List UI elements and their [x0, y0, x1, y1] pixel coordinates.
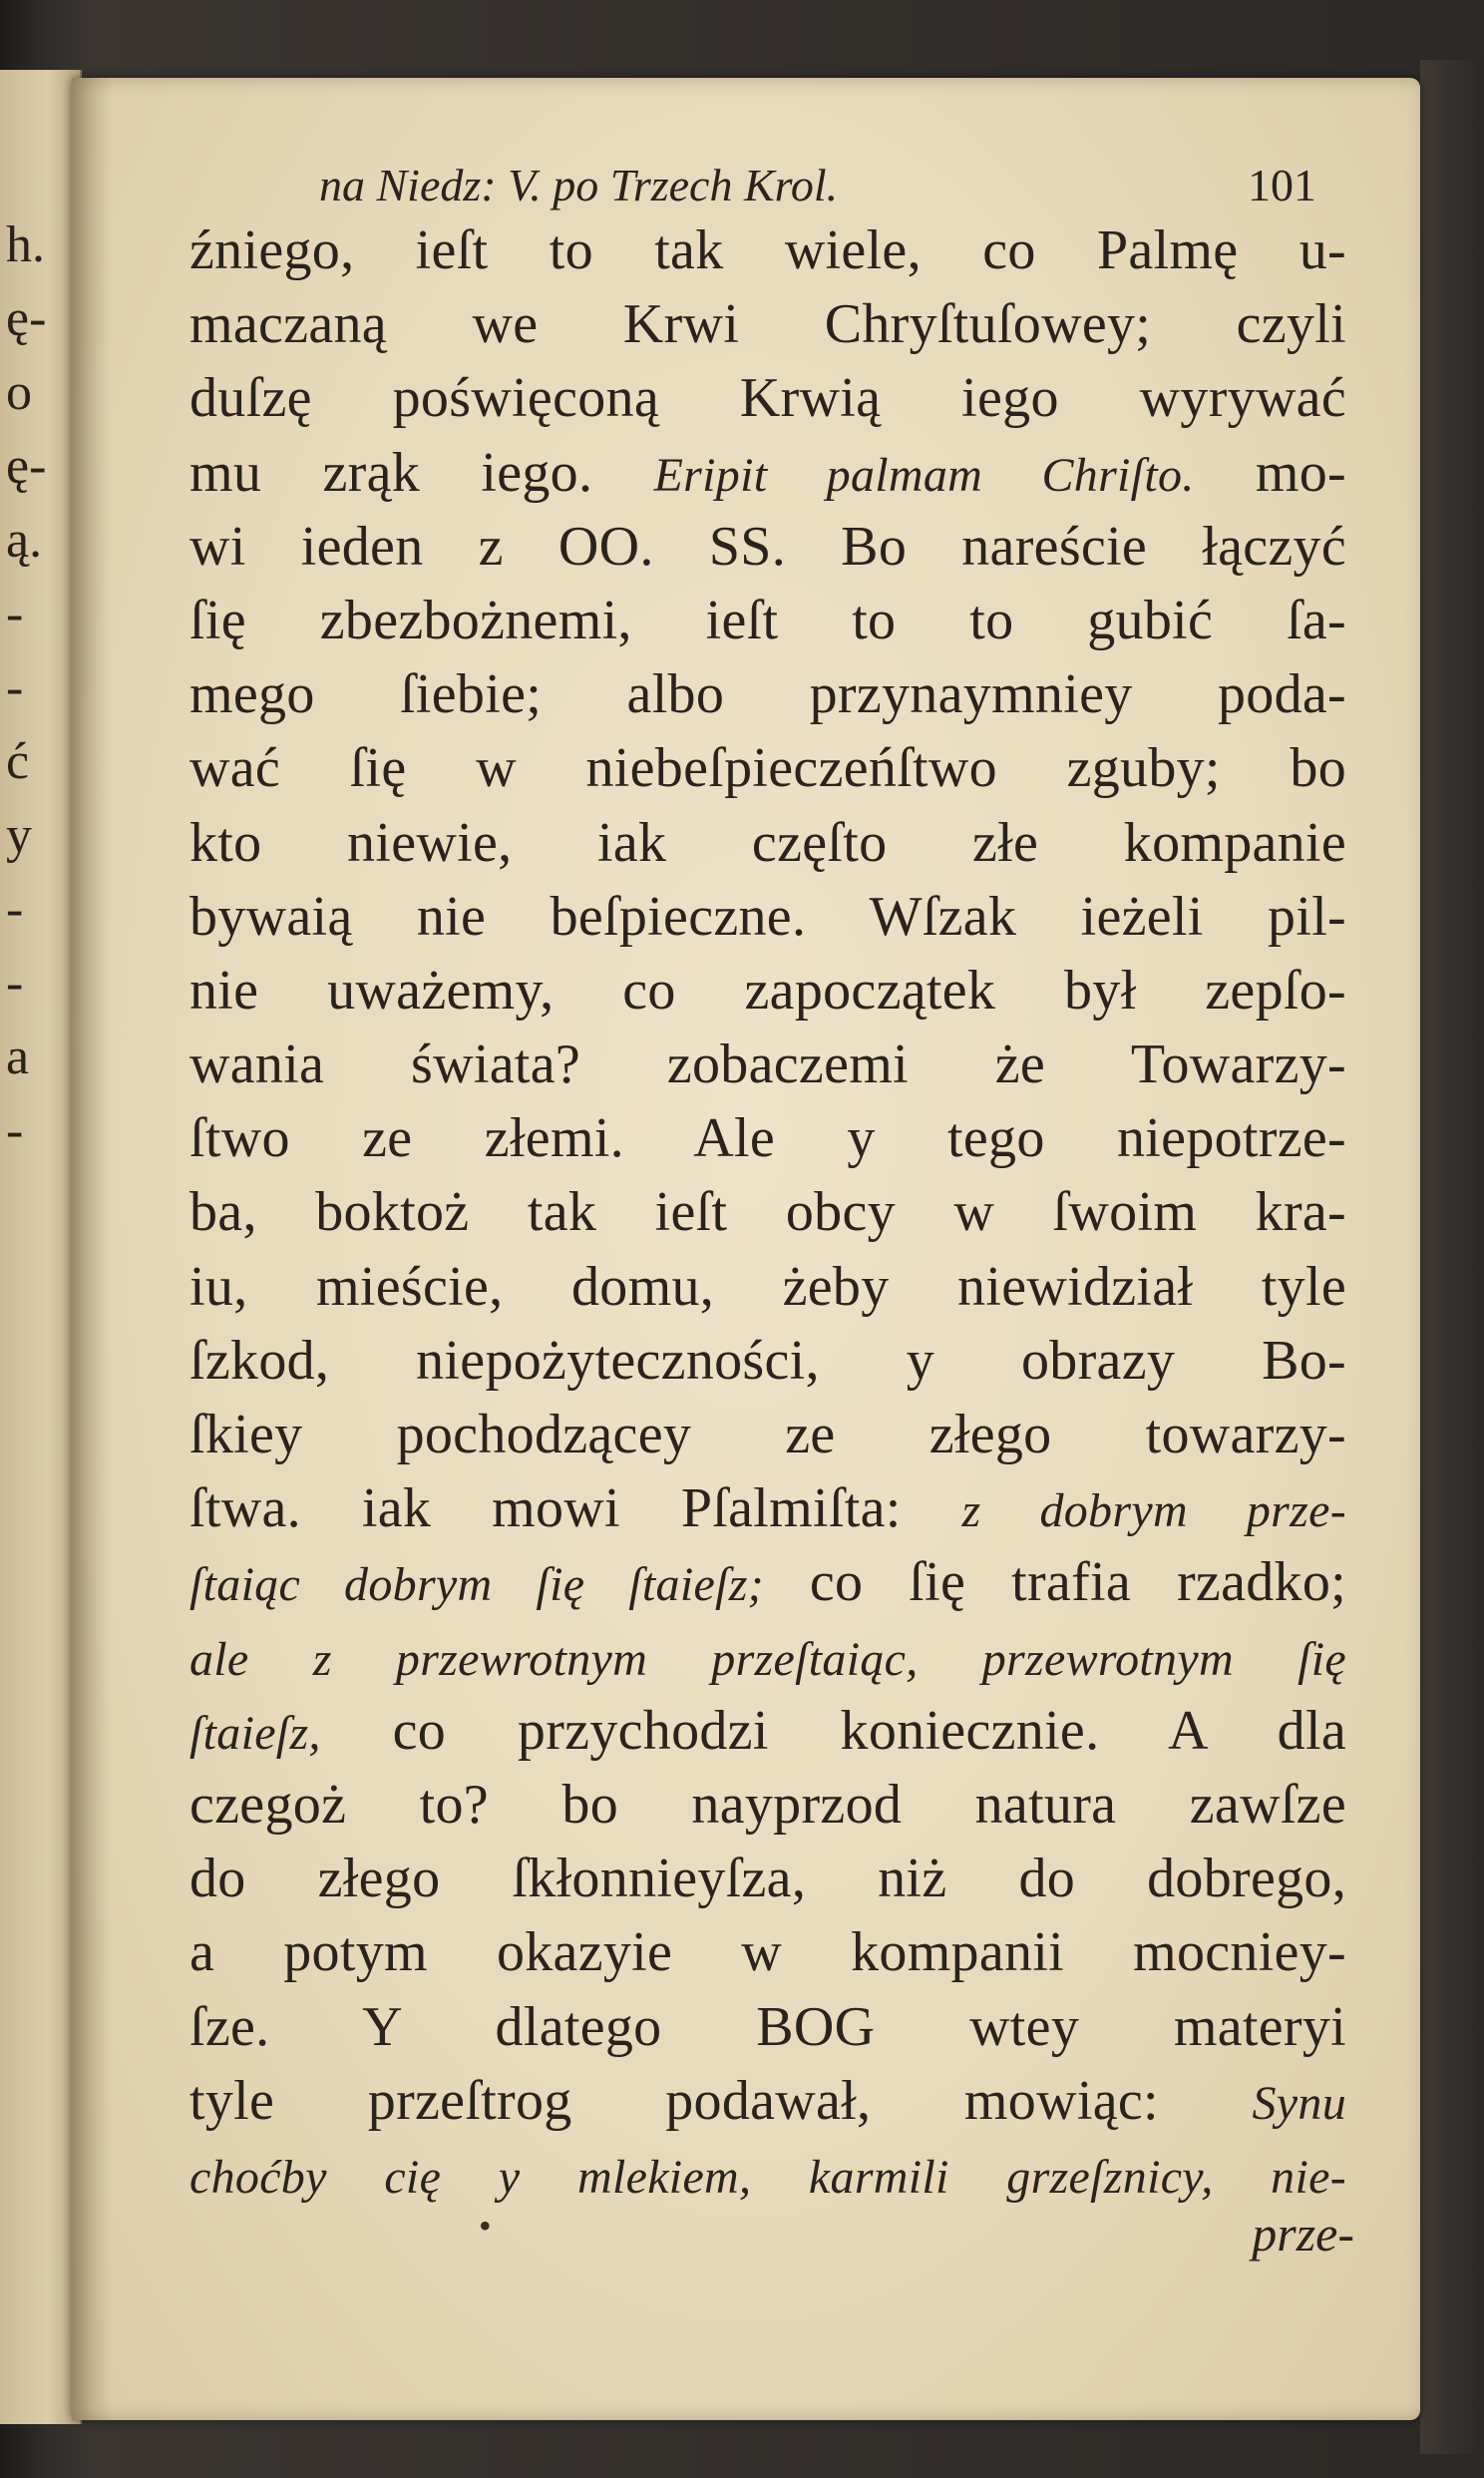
left-page-fragment: ę-: [6, 438, 47, 495]
text-line: [189, 213, 1346, 287]
text-line: [189, 1990, 1346, 2064]
text-segment: ſtaiąc dobrym ſię ſtaieſz;: [189, 1558, 764, 1612]
text-line: [189, 1250, 1346, 1324]
text-segment: wać ſię w niebeſpieczeńſtwo zguby; bo: [189, 737, 1346, 800]
text-segment: co ſię trafia rzadko;: [763, 1551, 1346, 1614]
text-segment: do złego ſkłonnieyſza, niż do dobrego,: [189, 1848, 1346, 1910]
text-line: [189, 1324, 1346, 1398]
text-segment: Eripit palmam Chriſto.: [653, 448, 1195, 502]
text-line: [189, 1768, 1346, 1842]
text-line: [189, 1175, 1346, 1249]
text-line: [189, 806, 1346, 880]
text-segment: duſzę poświęconą Krwią iego wyrywać: [189, 367, 1346, 430]
text-line: [189, 1915, 1346, 1989]
book-edge: [1420, 60, 1484, 2454]
text-segment: wi ieden z OO. SS. Bo nareście łączyć: [189, 515, 1346, 578]
text-line: [189, 287, 1346, 361]
text-segment: mo-: [1194, 441, 1346, 504]
signature-mark: •: [479, 2206, 492, 2246]
text-line: [189, 436, 1346, 510]
text-segment: ba, boktoż tak ieſt obcy w ſwoim kra-: [189, 1181, 1346, 1244]
text-line: [189, 1398, 1346, 1471]
text-segment: ſię zbezbożnemi, ieſt to to gubić ſa-: [189, 589, 1346, 651]
text-line: [189, 880, 1346, 954]
text-segment: ſtwa. iak mowi Pſalmiſta:: [189, 1477, 962, 1540]
text-segment: z dobrym prze-: [961, 1484, 1346, 1538]
text-segment: ſze. Y dlatego BOG wtey materyi: [189, 1995, 1346, 2058]
text-segment: źniego, ieſt to tak wiele, co Palmę u-: [189, 219, 1346, 281]
left-page-fragment: o: [6, 364, 32, 421]
text-segment: co przychodzi koniecznie. A dla: [320, 1699, 1346, 1762]
left-page-fragment: h.: [6, 216, 45, 273]
left-page-fragment: ć: [6, 733, 30, 790]
text-segment: ſtaieſz,: [189, 1706, 321, 1760]
text-segment: ſzkod, niepożyteczności, y obrazy Bo-: [189, 1329, 1346, 1392]
text-segment: ſkiey pochodzącey ze złego towarzy-: [189, 1404, 1346, 1465]
text-segment: mu zrąk iego.: [189, 441, 654, 504]
text-line: [189, 731, 1346, 805]
text-segment: ſtwo ze złemi. Ale y tego niepotrze-: [189, 1107, 1346, 1170]
left-page-fragment: -: [6, 659, 24, 716]
text-segment: wania świata? zobaczemi że Towarzy-: [189, 1033, 1346, 1096]
text-line: [189, 584, 1346, 657]
left-page-fragment: y: [6, 807, 32, 864]
running-head: na Niedz: V. po Trzech Krol.: [319, 160, 839, 210]
text-segment: tyle przeſtrog podawał, mowiąc:: [189, 2069, 1253, 2132]
left-page-fragment: -: [6, 955, 24, 1012]
text-lines: [189, 213, 1346, 2212]
text-segment: choćby cię y mlekiem, karmili grzeſznicy, nie-: [189, 2150, 1346, 2204]
text-segment: ale z przewrotnym przeſtaiąc, przewrotnym ſię: [189, 1632, 1346, 1686]
text-line: [189, 1545, 1346, 1619]
catchword: prze-: [1252, 2206, 1354, 2262]
text-line: [189, 1620, 1346, 1694]
text-segment: a potym okazyie w kompanii mocniey-: [189, 1921, 1346, 1984]
text-line: [189, 1471, 1346, 1545]
text-segment: Synu: [1252, 2076, 1346, 2130]
text-segment: nie uważemy, co zapoczątek był zepſo-: [189, 959, 1346, 1022]
text-line: [189, 1842, 1346, 1915]
text-segment: czegoż to? bo nayprzod natura zawſze: [189, 1773, 1346, 1836]
text-line: [189, 954, 1346, 1028]
text-segment: iu, mieście, domu, żeby niewidział tyle: [189, 1255, 1346, 1318]
page-number: 101: [1248, 160, 1316, 210]
page-gutter: [72, 78, 112, 2420]
text-line: [189, 510, 1346, 584]
text-line: [189, 2064, 1346, 2138]
text-line: [189, 1028, 1346, 1101]
left-page-fragment: -: [6, 1102, 24, 1159]
text-line: [189, 657, 1346, 731]
page-header: [189, 158, 1346, 213]
page-text: [189, 158, 1346, 2212]
text-line: [189, 1101, 1346, 1175]
text-segment: mego ſiebie; albo przynaymniey poda-: [189, 663, 1346, 726]
left-page-fragment: ę-: [6, 290, 47, 347]
left-page-fragment: -: [6, 586, 24, 642]
left-page-fragment: a: [6, 1029, 30, 1085]
text-segment: bywaią nie beſpieczne. Wſzak ieżeli pil-: [189, 885, 1346, 948]
left-page-edge: [0, 70, 82, 2424]
left-page-fragment: ą.: [6, 512, 43, 569]
text-segment: kto niewie, iak częſto złe kompanie: [189, 811, 1346, 874]
text-segment: maczaną we Krwi Chryſtuſowey; czyli: [189, 293, 1346, 356]
text-line: [189, 1694, 1346, 1768]
left-page-fragment: -: [6, 881, 24, 938]
text-line: [189, 2138, 1346, 2212]
text-line: [189, 361, 1346, 435]
